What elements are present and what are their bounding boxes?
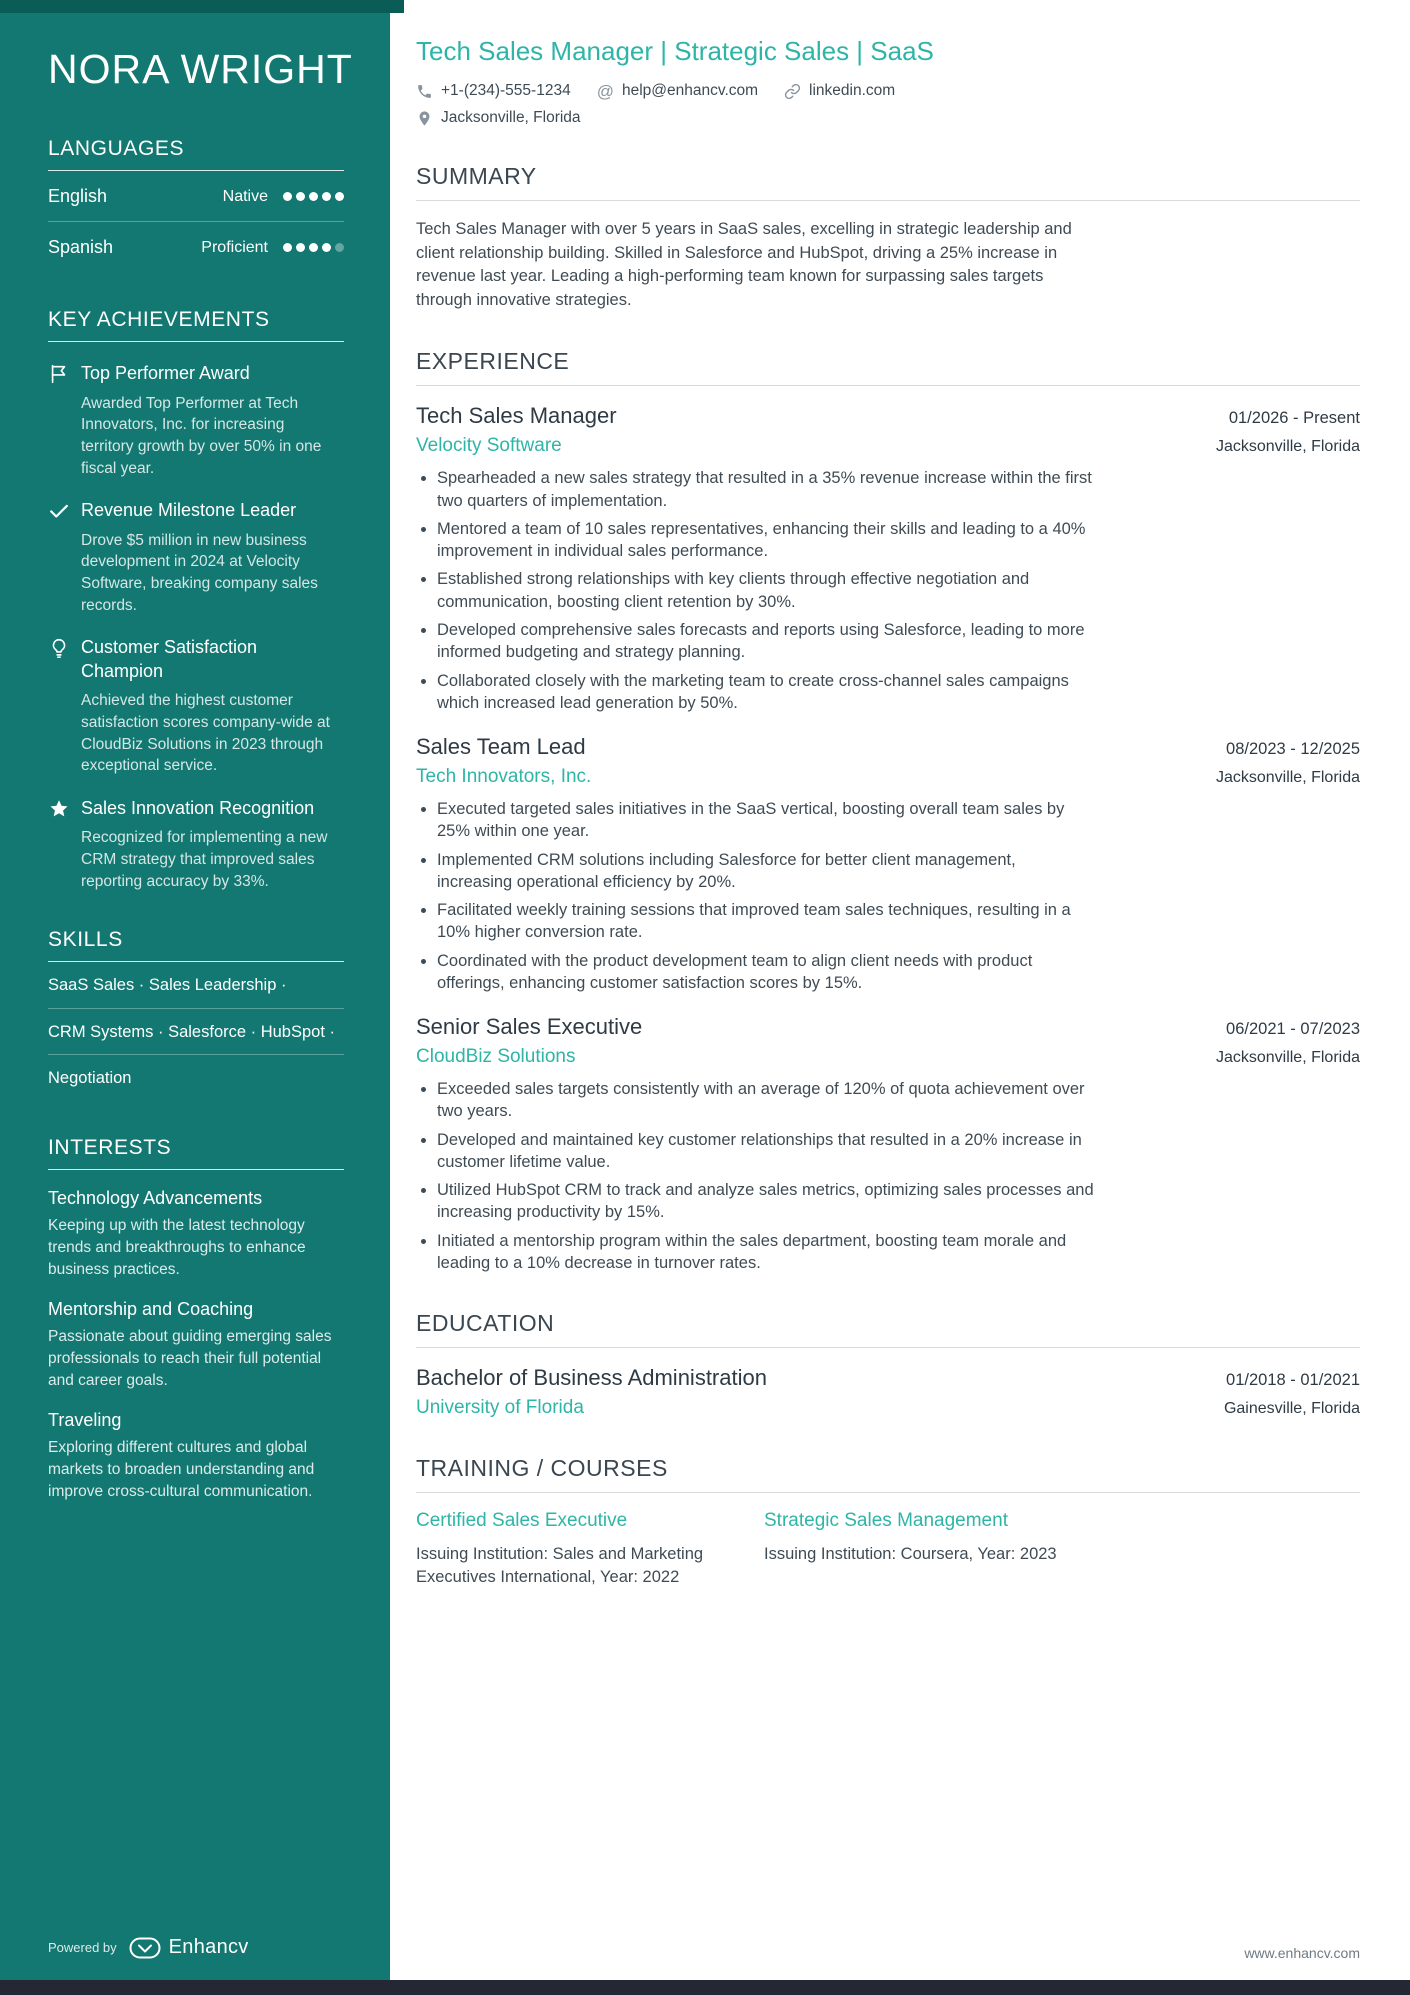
email-address: help@enhancv.com xyxy=(621,82,759,99)
summary-section-title: SUMMARY xyxy=(416,163,1360,201)
interest-title: Traveling xyxy=(48,1410,122,1431)
enhancv-logo-icon[interactable] xyxy=(129,1937,161,1959)
job-bullet: • Initiated a mentorship program within the sales department, boosting team morale and leading to a 10% decrease in turnover rates. xyxy=(437,1230,1094,1275)
job-bullet-list xyxy=(416,1078,1094,1274)
interest-title: Mentorship and Coaching xyxy=(48,1299,254,1320)
check-icon xyxy=(48,500,70,522)
lightbulb-icon xyxy=(48,637,70,659)
job-bullet: • Facilitated weekly training sessions that improved team sales techniques, resulting in a 10% higher conversion rate. xyxy=(437,899,1094,944)
language-proficiency-dots xyxy=(283,243,344,252)
skills-row: SaaS Sales · Sales Leadership · xyxy=(48,976,287,995)
summary-text: Tech Sales Manager with over 5 years in SaaS sales, excelling in strategic leadership and client relationship building. Skilled in Salesforce and HubSpot, driving a 25% increase in revenue last year. Leading a high-performing team known for surpassing sales targets through innovative strategies. xyxy=(416,220,1072,309)
job-role: Sales Team Lead xyxy=(416,734,586,760)
phone-contact[interactable] xyxy=(416,82,571,100)
job-bullet: • Exceeded sales targets consistently with an average of 120% of quota achievement over two years. xyxy=(437,1078,1094,1123)
job-bullet: • Developed comprehensive sales forecasts and reports using Salesforce, leading to more informed budgeting and strategy planning. xyxy=(437,619,1094,664)
language-name: Spanish xyxy=(48,237,114,258)
education-section xyxy=(416,1310,1360,1419)
star-icon xyxy=(48,798,70,820)
location-pin-icon xyxy=(416,110,433,127)
job-company: CloudBiz Solutions xyxy=(416,1046,576,1068)
education-location: Gainesville, Florida xyxy=(1223,1400,1360,1418)
interest-item xyxy=(48,1299,344,1392)
achievement-item xyxy=(48,797,344,892)
education-section-title: EDUCATION xyxy=(416,1310,1360,1348)
course-title: Strategic Sales Management xyxy=(764,1510,1008,1532)
location-line xyxy=(416,109,1360,127)
sidebar-top-accent-bar xyxy=(0,0,404,13)
resume-header xyxy=(416,36,1360,127)
job-company: Tech Innovators, Inc. xyxy=(416,766,592,788)
email-contact[interactable] xyxy=(597,82,758,100)
powered-by-footer xyxy=(48,1936,249,1959)
job-bullet-list xyxy=(416,467,1094,714)
language-row xyxy=(48,221,344,272)
job-entry xyxy=(416,403,1360,714)
language-name: English xyxy=(48,186,108,207)
job-location: Jacksonville, Florida xyxy=(1215,438,1360,456)
enhancv-site-url[interactable]: www.enhancv.com xyxy=(1244,1945,1360,1961)
achievement-description: Achieved the highest customer satisfaction scores company-wide at CloudBiz Solutions in 2023 through exceptional service. xyxy=(81,692,330,775)
job-bullet: • Mentored a team of 10 sales representatives, enhancing their skills and leading to a 40% improvement in individual sales performance. xyxy=(437,518,1094,563)
interest-title: Technology Advancements xyxy=(48,1188,263,1209)
school-name: University of Florida xyxy=(416,1397,584,1419)
at-sign-icon: @ xyxy=(596,81,614,101)
sidebar xyxy=(0,0,390,1995)
job-entry xyxy=(416,1014,1360,1274)
job-bullet: • Executed targeted sales initiatives in the SaaS vertical, boosting overall team sales by 25% within one year. xyxy=(437,798,1094,843)
phone-icon xyxy=(416,83,433,100)
interest-item xyxy=(48,1410,344,1503)
achievement-item xyxy=(48,499,344,616)
job-bullet: • Spearheaded a new sales strategy that resulted in a 35% revenue increase within the first two quarters of implementation. xyxy=(437,467,1094,512)
enhancv-brand-name[interactable]: Enhancv xyxy=(168,1936,249,1958)
job-entry xyxy=(416,734,1360,994)
main-content xyxy=(390,0,1410,1995)
linkedin-url: linkedin.com xyxy=(809,82,896,99)
location-contact xyxy=(416,109,581,127)
achievement-description: Awarded Top Performer at Tech Innovators, Inc. for increasing territory growth by over 50% in one fiscal year. xyxy=(81,394,322,477)
training-section xyxy=(416,1455,1360,1589)
summary-section xyxy=(416,163,1360,312)
languages-section xyxy=(48,137,344,272)
job-location: Jacksonville, Florida xyxy=(1215,769,1360,787)
job-bullet: • Collaborated closely with the marketing team to create cross-channel sales campaigns which increased lead generation by 50%. xyxy=(437,670,1094,715)
course-entry xyxy=(764,1510,1094,1589)
course-description: Issuing Institution: Coursera, Year: 2023 xyxy=(764,1545,1057,1564)
course-title: Certified Sales Executive xyxy=(416,1510,628,1532)
course-description: Issuing Institution: Sales and Marketing Executives International, Year: 2022 xyxy=(416,1545,704,1587)
skills-section xyxy=(48,928,344,1100)
interests-section-title: INTERESTS xyxy=(48,1136,344,1170)
achievement-description: Drove $5 million in new business development in 2024 at Velocity Software, breaking company sales records. xyxy=(81,531,318,614)
interest-description: Exploring different cultures and global markets to broaden understanding and improve cross-cultural communication. xyxy=(48,1439,315,1501)
headline: Tech Sales Manager | Strategic Sales | SaaS xyxy=(416,36,934,66)
interest-item xyxy=(48,1188,344,1281)
bottom-accent-bar xyxy=(0,1980,1410,1995)
achievement-item xyxy=(48,362,344,479)
job-company: Velocity Software xyxy=(416,435,562,457)
job-bullet: • Utilized HubSpot CRM to track and analyze sales metrics, optimizing sales processes and increasing productivity by 15%. xyxy=(437,1179,1094,1224)
flag-icon xyxy=(48,363,70,385)
interest-description: Keeping up with the latest technology trends and breakthroughs to enhance business practices. xyxy=(48,1217,306,1279)
link-icon xyxy=(784,83,801,100)
job-bullet: • Developed and maintained key customer relationships that resulted in a 20% increase in customer lifetime value. xyxy=(437,1129,1094,1174)
degree-name: Bachelor of Business Administration xyxy=(416,1365,767,1391)
job-bullet: • Implemented CRM solutions including Salesforce for better client management, increasing operational efficiency by 20%. xyxy=(437,849,1094,894)
course-entry xyxy=(416,1510,746,1589)
achievement-title: Top Performer Award xyxy=(81,363,250,384)
language-level: Proficient xyxy=(201,238,268,256)
job-dates: 06/2021 - 07/2023 xyxy=(1226,1020,1360,1039)
interests-section xyxy=(48,1136,344,1503)
job-location: Jacksonville, Florida xyxy=(1215,1049,1360,1067)
candidate-name: NORA WRIGHT xyxy=(48,46,353,92)
powered-by-label: Powered by xyxy=(48,1940,117,1955)
interest-description: Passionate about guiding emerging sales professionals to reach their full potential and career goals. xyxy=(48,1328,332,1390)
job-bullet: • Established strong relationships with key clients through effective negotiation and communication, boosting client retention by 30%. xyxy=(437,568,1094,613)
skills-row: Negotiation xyxy=(48,1054,344,1100)
experience-section xyxy=(416,348,1360,1274)
skills-row: CRM Systems · Salesforce · HubSpot · xyxy=(48,1008,344,1054)
job-role: Senior Sales Executive xyxy=(416,1014,643,1040)
language-proficiency-dots xyxy=(283,192,344,201)
achievement-description: Recognized for implementing a new CRM strategy that improved sales reporting accuracy by 33%. xyxy=(81,829,328,890)
achievement-title: Revenue Milestone Leader xyxy=(81,500,297,521)
linkedin-contact[interactable] xyxy=(784,82,895,100)
phone-number: +1-(234)-555-1234 xyxy=(441,82,571,99)
experience-section-title: EXPERIENCE xyxy=(416,348,1360,386)
languages-section-title: LANGUAGES xyxy=(48,137,344,171)
contact-line xyxy=(416,82,1360,100)
language-level: Native xyxy=(222,187,268,205)
skills-section-title: SKILLS xyxy=(48,928,344,962)
job-bullet: • Coordinated with the product development team to align client needs with product offerings, enhancing customer satisfaction scores by 15%. xyxy=(437,950,1094,995)
education-dates: 01/2018 - 01/2021 xyxy=(1226,1371,1360,1390)
language-row xyxy=(48,171,344,221)
location-text: Jacksonville, Florida xyxy=(441,109,581,126)
job-dates: 01/2026 - Present xyxy=(1228,409,1360,428)
job-bullet-list xyxy=(416,798,1094,994)
job-dates: 08/2023 - 12/2025 xyxy=(1226,740,1360,759)
training-section-title: TRAINING / COURSES xyxy=(416,1455,1360,1493)
achievement-title: Customer Satisfaction Champion xyxy=(81,637,258,681)
achievement-item xyxy=(48,636,344,777)
achievement-title: Sales Innovation Recognition xyxy=(81,797,315,818)
achievements-section-title: KEY ACHIEVEMENTS xyxy=(48,308,344,342)
achievements-section xyxy=(48,308,344,892)
job-role: Tech Sales Manager xyxy=(416,403,617,429)
